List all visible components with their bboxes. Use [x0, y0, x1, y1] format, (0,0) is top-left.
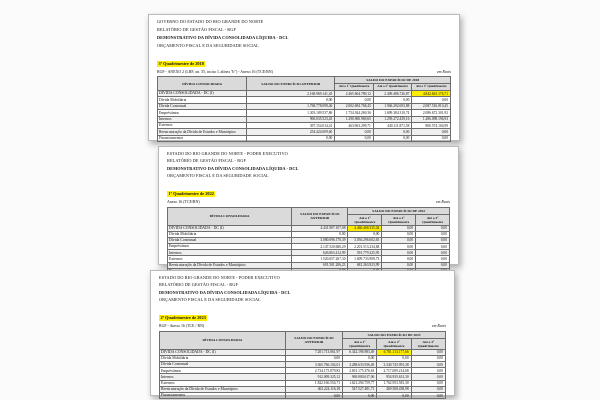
column-header-divida-consolidada: DÍVIDA CONSOLIDADA: [158, 77, 247, 91]
row-label: Dívida Mobiliária: [160, 355, 286, 361]
value-cell: 3.036.296.602,65: [348, 237, 382, 243]
row-label: Reestruturação da Dívida de Estados e Municípios: [168, 262, 292, 268]
row-label: DÍVIDA CONSOLIDADA - DC (I): [160, 349, 286, 355]
report-header-block: [157, 20, 451, 48]
value-cell: 0,00: [416, 237, 450, 243]
value-cell: 2.147.520.680,29: [292, 244, 348, 250]
value-cell: 0,00: [412, 135, 451, 141]
value-cell: 1.762.953.581,30: [377, 380, 411, 386]
value-cell: 2.168.969.141,45: [247, 90, 335, 96]
value-cell: 681.263.923,99: [348, 262, 382, 268]
quad-column-header: Até o 1º Quadrimestre: [335, 84, 374, 91]
row-label: Internos: [160, 374, 286, 380]
report-panel-rgf-dcl-2022-q1: [158, 146, 459, 268]
value-cell: 0,00: [285, 392, 342, 398]
value-cell: 0,00: [412, 129, 451, 135]
debt-table: [157, 76, 451, 142]
debt-table-body: [160, 349, 446, 399]
period-highlight: 1º Quadrimestre de 2022: [168, 190, 214, 196]
value-cell: 0,00: [411, 362, 445, 368]
value-cell: 1.259.272.439,16: [373, 116, 412, 122]
value-cell: 0,00: [382, 225, 416, 231]
row-label: DÍVIDA CONSOLIDADA - DC (I): [168, 225, 292, 231]
value-cell: 0,00: [411, 380, 445, 386]
annex-row: [157, 71, 451, 75]
report-header-block: [167, 152, 450, 179]
report-title-line: DEMONSTRATIVO DA DÍVIDA CONSOLIDADA LÍQUIDA - DCL: [159, 289, 291, 295]
value-cell: 0,00: [343, 355, 377, 361]
value-cell: 0,00: [285, 355, 342, 361]
value-cell: 954.935.631,30: [377, 374, 411, 380]
value-cell: 1.290.960.969,65: [335, 116, 374, 122]
value-cell: 1.754.924.269,36: [335, 110, 374, 116]
value-cell: 0,00: [416, 244, 450, 250]
value-cell: 3.080.696.170,39: [292, 237, 348, 243]
value-cell: 0,00: [411, 374, 445, 380]
row-label: Reestruturação da Dívida de Estados e Municípios: [158, 129, 247, 135]
value-cell: 1.520.657.267,30: [292, 256, 348, 262]
value-cell: 0,00: [411, 386, 445, 392]
value-cell: 0,00: [382, 250, 416, 256]
value-cell: 2.201.513.234,68: [348, 244, 382, 250]
report-title-line: RELATÓRIO DE GESTÃO FISCAL - RGF: [167, 158, 246, 164]
value-cell: 469.508.458,98: [377, 386, 411, 392]
debt-table-body: [158, 90, 451, 141]
debt-table-body: [168, 225, 450, 274]
quad-column-header: Até o 2º Quadrimestre: [382, 214, 416, 225]
highlighted-value-cell: 4.842.661.176,71: [412, 90, 451, 96]
value-cell: 2.409.486.726,87: [373, 90, 412, 96]
value-cell: 0,00: [343, 392, 377, 398]
report-title-line: ORÇAMENTO FISCAL E DA SEGURIDADE SOCIAL: [157, 42, 259, 48]
value-cell: 0,00: [292, 231, 348, 237]
value-cell: 591.779.325,95: [348, 250, 382, 256]
table-row: [160, 392, 446, 398]
quad-column-header: Até o 3º Quadrimestre: [411, 338, 445, 349]
report-title-line: ORÇAMENTO FISCAL E DA SEGURIDADE SOCIAL: [167, 173, 269, 179]
report-panel-rgf-dcl-2018-q3: [148, 14, 460, 141]
column-header-saldo-exercicio: SALDO DO EXERCÍCIO DE 2023: [343, 331, 446, 338]
value-cell: 0,00: [377, 355, 411, 361]
report-title-line: RELATÓRIO DE GESTÃO FISCAL - RGF: [159, 282, 238, 288]
row-label: Financiamentos: [160, 392, 286, 398]
highlighted-value-cell: 6.781.113.177,66: [377, 349, 411, 355]
row-label: Empréstimos: [158, 110, 247, 116]
row-label: Internos: [168, 250, 292, 256]
value-cell: 0,00: [377, 392, 411, 398]
value-cell: 0,00: [411, 349, 445, 355]
value-cell: 2.691.175.376,63: [343, 368, 377, 374]
value-cell: 800.574.104,99: [412, 122, 451, 128]
annex-reference: Anexo 16 (TCE/RN): [167, 200, 200, 205]
highlighted-value-cell: 4.460.468.335,04: [348, 225, 382, 231]
value-cell: 2.465.604.789,12: [335, 90, 374, 96]
value-cell: 0,00: [335, 135, 374, 141]
annex-row: [167, 201, 450, 205]
value-cell: 0,00: [373, 97, 412, 103]
value-cell: 906.035.523,45: [247, 116, 335, 122]
value-cell: 1.768.778.098,46: [247, 103, 335, 109]
value-cell: 4.431.907.107,08: [292, 225, 348, 231]
row-label: Empréstimos: [160, 368, 286, 374]
currency-note: em Reais: [435, 200, 450, 205]
report-panel-rgf-dcl-2023-q2: [150, 270, 455, 396]
quad-column-header: Até o 1º Quadrimestre: [343, 338, 377, 349]
report-title-line: RELATÓRIO DE GESTÃO FISCAL - RGF: [157, 26, 236, 32]
value-cell: 0,00: [382, 262, 416, 268]
period-highlight: 3º Quadrimestre de 2018: [158, 60, 204, 66]
value-cell: 3.340.743.991,38: [377, 362, 411, 368]
value-cell: 0,00: [335, 129, 374, 135]
annex-reference: RGF - Anexo 16 (TCE / RN): [159, 324, 205, 329]
value-cell: 0,00: [416, 262, 450, 268]
row-label: Internos: [158, 116, 247, 122]
row-label: Reestruturação da Dívida de Estados e Municípios: [160, 386, 286, 392]
column-header-divida-consolidada: DÍVIDA CONSOLIDADA: [160, 331, 286, 349]
value-cell: 2.086.672.301,92: [412, 110, 451, 116]
value-cell: 0,00: [373, 129, 412, 135]
value-cell: 0,00: [411, 355, 445, 361]
value-cell: 0,00: [416, 256, 450, 262]
value-cell: 0,00: [382, 237, 416, 243]
row-label: Dívida Contratual: [158, 103, 247, 109]
report-title-line: ESTADO DO RIO GRANDE DO NORTE - PODER EXECUTIVO: [159, 275, 280, 280]
value-cell: 626.863.412,99: [292, 250, 348, 256]
value-cell: 0,00: [416, 231, 450, 237]
value-cell: 969.000.617,06: [343, 374, 377, 380]
value-cell: 0,00: [382, 244, 416, 250]
report-title-line: DEMONSTRATIVO DA DÍVIDA CONSOLIDADA LÍQUIDA - DCL: [157, 34, 289, 40]
currency-note: em Reais: [436, 69, 451, 74]
report-title-line: GOVERNO DO ESTADO DO RIO GRANDE DO NORTE: [157, 19, 264, 24]
annex-reference: RGF - ANEXO 2 (LRF, art. 55, inciso I, alínea "b") - Anexo 16 (TCE/RN): [157, 69, 273, 74]
row-label: Dívida Mobiliária: [158, 97, 247, 103]
table-row: [158, 135, 451, 141]
quad-column-header: Até o 1º Quadrimestre: [348, 214, 382, 225]
value-cell: 0,00: [411, 392, 445, 398]
value-cell: 2.087.516.810,45: [412, 103, 451, 109]
row-label: Financiamentos: [158, 135, 247, 141]
quad-column-header: Até o 2º Quadrimestre: [373, 84, 412, 91]
column-header-saldo-exercicio: SALDO DO EXERCÍCIO DE 2022: [348, 207, 450, 214]
value-cell: 2.717.009.214,68: [377, 368, 411, 374]
value-cell: 547.527.481,71: [343, 386, 377, 392]
column-header-divida-consolidada: DÍVIDA CONSOLIDADA: [168, 207, 292, 225]
value-cell: 1.822.166.554,71: [285, 380, 342, 386]
report-title-line: DEMONSTRATIVO DA DÍVIDA CONSOLIDADA LÍQUIDA - DCL: [167, 165, 299, 171]
row-label: DÍVIDA CONSOLIDADA - DC (I): [158, 90, 247, 96]
value-cell: 0,00: [247, 97, 335, 103]
value-cell: 912.009.325,12: [285, 374, 342, 380]
value-cell: 691.501.206,23: [292, 262, 348, 268]
value-cell: 2.734.175.879,83: [285, 368, 342, 374]
value-cell: 463.963.299,71: [335, 122, 374, 128]
value-cell: 0,00: [416, 225, 450, 231]
value-cell: 6.342.196.983,49: [343, 349, 377, 355]
quad-column-header: Até o 2º Quadrimestre: [377, 338, 411, 349]
value-cell: 1.286.098.196,93: [412, 116, 451, 122]
value-cell: 1.609.733.908,73: [348, 256, 382, 262]
annex-row: [159, 325, 446, 329]
column-header-saldo-exercicio: SALDO DO EXERCÍCIO DE 2018: [335, 77, 451, 84]
row-label: Externos: [160, 380, 286, 386]
value-cell: 0,00: [247, 135, 335, 141]
debt-table: [159, 331, 446, 400]
value-cell: 0,00: [348, 231, 382, 237]
value-cell: 0,00: [382, 256, 416, 262]
value-cell: 1.621.294.759,77: [343, 380, 377, 386]
value-cell: 440.111.871,58: [373, 122, 412, 128]
value-cell: 0,00: [412, 97, 451, 103]
column-header-saldo-anterior: SALDO DO EXERCÍCIO ANTERIOR: [292, 207, 348, 225]
value-cell: 2.002.694.768,45: [335, 103, 374, 109]
row-label: Externos: [158, 122, 247, 128]
column-header-saldo-anterior: SALDO DO EXERCÍCIO ANTERIOR: [247, 77, 335, 91]
quad-column-header: Até o 3º Quadrimestre: [416, 214, 450, 225]
report-header-block: [159, 276, 446, 303]
row-label: Dívida Mobiliária: [168, 231, 292, 237]
row-label: Dívida Contratual: [160, 362, 286, 368]
row-label: Dívida Contratual: [168, 237, 292, 243]
value-cell: 3.288.633.936,49: [343, 362, 377, 368]
value-cell: 1.303.189.537,86: [247, 110, 335, 116]
value-cell: 0,00: [373, 135, 412, 141]
column-header-saldo-anterior: SALDO DO EXERCÍCIO ANTERIOR: [285, 331, 342, 349]
value-cell: 0,00: [382, 231, 416, 237]
value-cell: 3.365.766.102,01: [285, 362, 342, 368]
value-cell: 0,00: [411, 368, 445, 374]
row-label: Empréstimos: [168, 244, 292, 250]
value-cell: 0,00: [335, 97, 374, 103]
value-cell: 0,00: [416, 250, 450, 256]
row-label: Externos: [168, 256, 292, 262]
value-cell: 7.201.713.061,97: [285, 349, 342, 355]
value-cell: 463.224.116,18: [285, 386, 342, 392]
value-cell: 254.424.009,60: [247, 129, 335, 135]
report-title-line: ESTADO DO RIO GRANDE DO NORTE - PODER EXECUTIVO: [167, 151, 288, 156]
quad-column-header: Até o 3º Quadrimestre: [412, 84, 451, 91]
debt-table: [167, 207, 450, 275]
report-title-line: ORÇAMENTO FISCAL E DA SEGURIDADE SOCIAL: [159, 297, 261, 303]
value-cell: 1.946.292.693,88: [373, 103, 412, 109]
value-cell: 397.154.014,41: [247, 122, 335, 128]
period-highlight: 2º Quadrimestre de 2023: [160, 314, 206, 320]
value-cell: 1.699.384.310,74: [373, 110, 412, 116]
currency-note: em Reais: [431, 324, 446, 329]
